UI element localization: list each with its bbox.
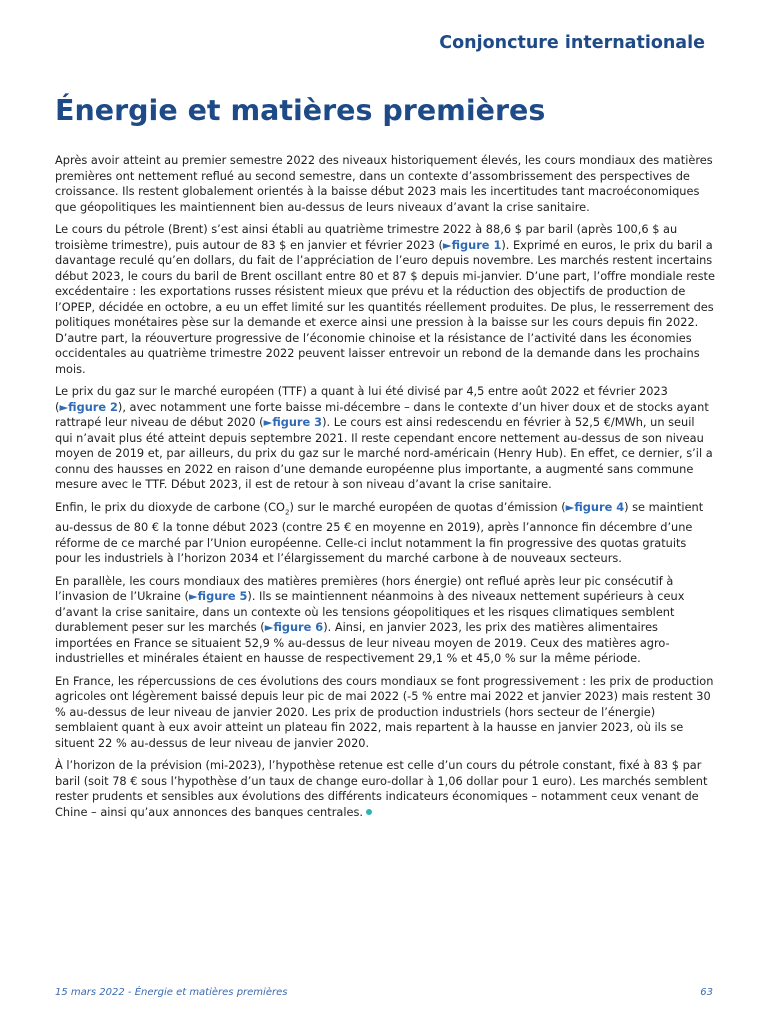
paragraph-6: En France, les répercussions de ces évolutions des cours mondiaux se font progressivement : les prix de production agricoles ont légèrement baissé depuis leur pic de mai 2022 (-5 % entre mai 2022 et janvier 2023) mais restent 30 % au-dessus de leur niveau de janvier 2020. Les prix de production industriels (hors secteur de l’énergie) semblaient quant à eux avoir atteint un plateau fin 2022, mais repartent à la hausse en janvier 2023, où ils se situent 22 % au-dessus de leur niveau de janvier 2020. xyxy=(55,673,714,750)
section-header: Conjoncture internationale xyxy=(439,33,705,53)
figure-3-link[interactable]: ►figure 3 xyxy=(263,415,323,429)
paragraph-2-text-b: ). Exprimé en euros, le prix du baril a davantage reculé qu’en dollars, du fait de l’appréciation de l’euro depuis novembre. Les marchés restent incertains début 2023, le cours du baril de Brent oscillant entre 80 et 87 $ depuis mi-janvier. D’une part, l’offre mondiale reste excédentaire : les exportations russes résistent mieux que prévu et la réduction des objectifs de production de l’OPEP, décidée en octobre, a eu un effet limité sur les quantités réellement produites. De plus, le resserrement des politiques monétaires pèse sur la demande et exerce ainsi une pression à la baisse sur les cours depuis fin 2022. D’autre part, la réouverture progressive de l’économie chinoise et la résistance de l’activité dans les économies occidentales au quatrième trimestre 2022 peuvent laisser entrevoir un rebond de la demande dans les prochains mois. xyxy=(55,237,715,376)
figure-1-link[interactable]: ►figure 1 xyxy=(442,237,502,252)
paragraph-2-text-a: Le cours du pétrole (Brent) s’est ainsi établi au quatrième trimestre 2022 à 88,6 $ par baril (après 100,6 $ au troisième trimestre), puis autour de 83 $ en janvier et février 2023 ( xyxy=(55,222,678,252)
page-title: Énergie et matières premières xyxy=(55,94,546,127)
paragraph-5 xyxy=(55,574,715,667)
paragraph-4-text-c: ) se maintient au-dessus de 80 € la tonne début 2023 (contre 25 € en moyenne en 2019), après l’annonce fin décembre d’une réforme de ce marché par l’Union européenne. Celle-ci inclut notamment la fin progressive des quotas gratuits pour les industriels à l’horizon 2034 et l’élargissement du marché carbone à de nouveaux secteurs. xyxy=(55,499,704,566)
paragraph-4 xyxy=(55,500,715,567)
paragraph-4-text-a: Enfin, le prix du dioxyde de carbone (CO xyxy=(55,499,285,514)
paragraph-3-text-c: ). Le cours est ainsi redescendu en février à 52,5 €/MWh, un seuil qui n’avait plus été atteint depuis septembre 2021. Il reste cependant encore nettement au-dessus de son niveau moyen de 2019 et, par ailleurs, du prix du gaz sur le marché nord-américain (Henry Hub). En effet, ce dernier, s’il a connu des hausses en 2022 en raison d’une demande européenne plus importante, a augmenté sans commune mesure avec le TTF. Début 2023, il est de retour à son niveau d’avant la crise sanitaire. xyxy=(55,415,713,491)
page-number: 63 xyxy=(700,987,713,998)
article-body xyxy=(55,153,715,827)
end-of-article-dot-icon xyxy=(366,809,372,815)
footer-date-title: 15 mars 2022 - Énergie et matières premières xyxy=(55,987,288,998)
figure-6-link[interactable]: ►figure 6 xyxy=(264,620,324,635)
paragraph-7-text: À l’horizon de la prévision (mi-2023), l’hypothèse retenue est celle d’un cours du pétrole constant, fixé à 83 $ par baril (soit 78 € sous l’hypothèse d’un taux de change euro-dollar à 1,06 dollar pour 1 euro). Les marchés semblent rester prudents et sensibles aux évolutions des différents indicateurs économiques – notamment ceux venant de Chine – ainsi qu’aux annonces des banques centrales. xyxy=(55,758,708,819)
paragraph-5-text-b: ). Ils se maintiennent néanmoins à des niveaux nettement supérieurs à ceux d’avant la crise sanitaire, dans un contexte où les tensions géopolitiques et les risques climatiques semblent durablement peser sur les marchés ( xyxy=(55,589,685,635)
paragraph-3 xyxy=(55,384,715,493)
paragraph-7 xyxy=(55,758,715,820)
paragraph-5-text-a: En parallèle, les cours mondiaux des matières premières (hors énergie) ont reflué après leur pic consécutif à l’invasion de l’Ukraine ( xyxy=(55,573,674,604)
figure-4-link[interactable]: ►figure 4 xyxy=(565,499,625,514)
paragraph-4-text-b: ) sur le marché européen de quotas d’émission ( xyxy=(289,499,566,514)
figure-5-link[interactable]: ►figure 5 xyxy=(188,589,248,604)
paragraph-5-text-c: ). Ainsi, en janvier 2023, les prix des matières alimentaires importées en France se situaient 52,9 % au-dessus de leur niveau moyen de 2019. Ceux des matières agro-industrielles et minérales étaient en hausse de respectivement 29,1 % et 45,0 % sur la même période. xyxy=(55,620,670,666)
figure-2-link[interactable]: ►figure 2 xyxy=(59,399,118,414)
paragraph-3-text-b: ), avec notamment une forte baisse mi-décembre – dans le contexte d’un hiver doux et de stocks ayant rattrapé leur niveau de début 2020 ( xyxy=(55,399,709,429)
paragraph-3-text-a: Le prix du gaz sur le marché européen (TTF) a quant à lui été divisé par 4,5 entre août 2022 et février 2023 ( xyxy=(55,384,668,414)
co2-subscript: 2 xyxy=(284,507,290,516)
paragraph-1: Après avoir atteint au premier semestre 2022 des niveaux historiquement élevés, les cours mondiaux des matières premières ont nettement reflué au second semestre, dans un contexte d’assombrissement des perspectives de croissance. Ils restent globalement orientés à la baisse début 2023 mais les incertitudes tant macroéconomiques que géopolitiques les maintiennent bien au-dessus de leurs niveaux d’avant la crise sanitaire. xyxy=(55,153,713,214)
paragraph-2 xyxy=(55,222,715,377)
